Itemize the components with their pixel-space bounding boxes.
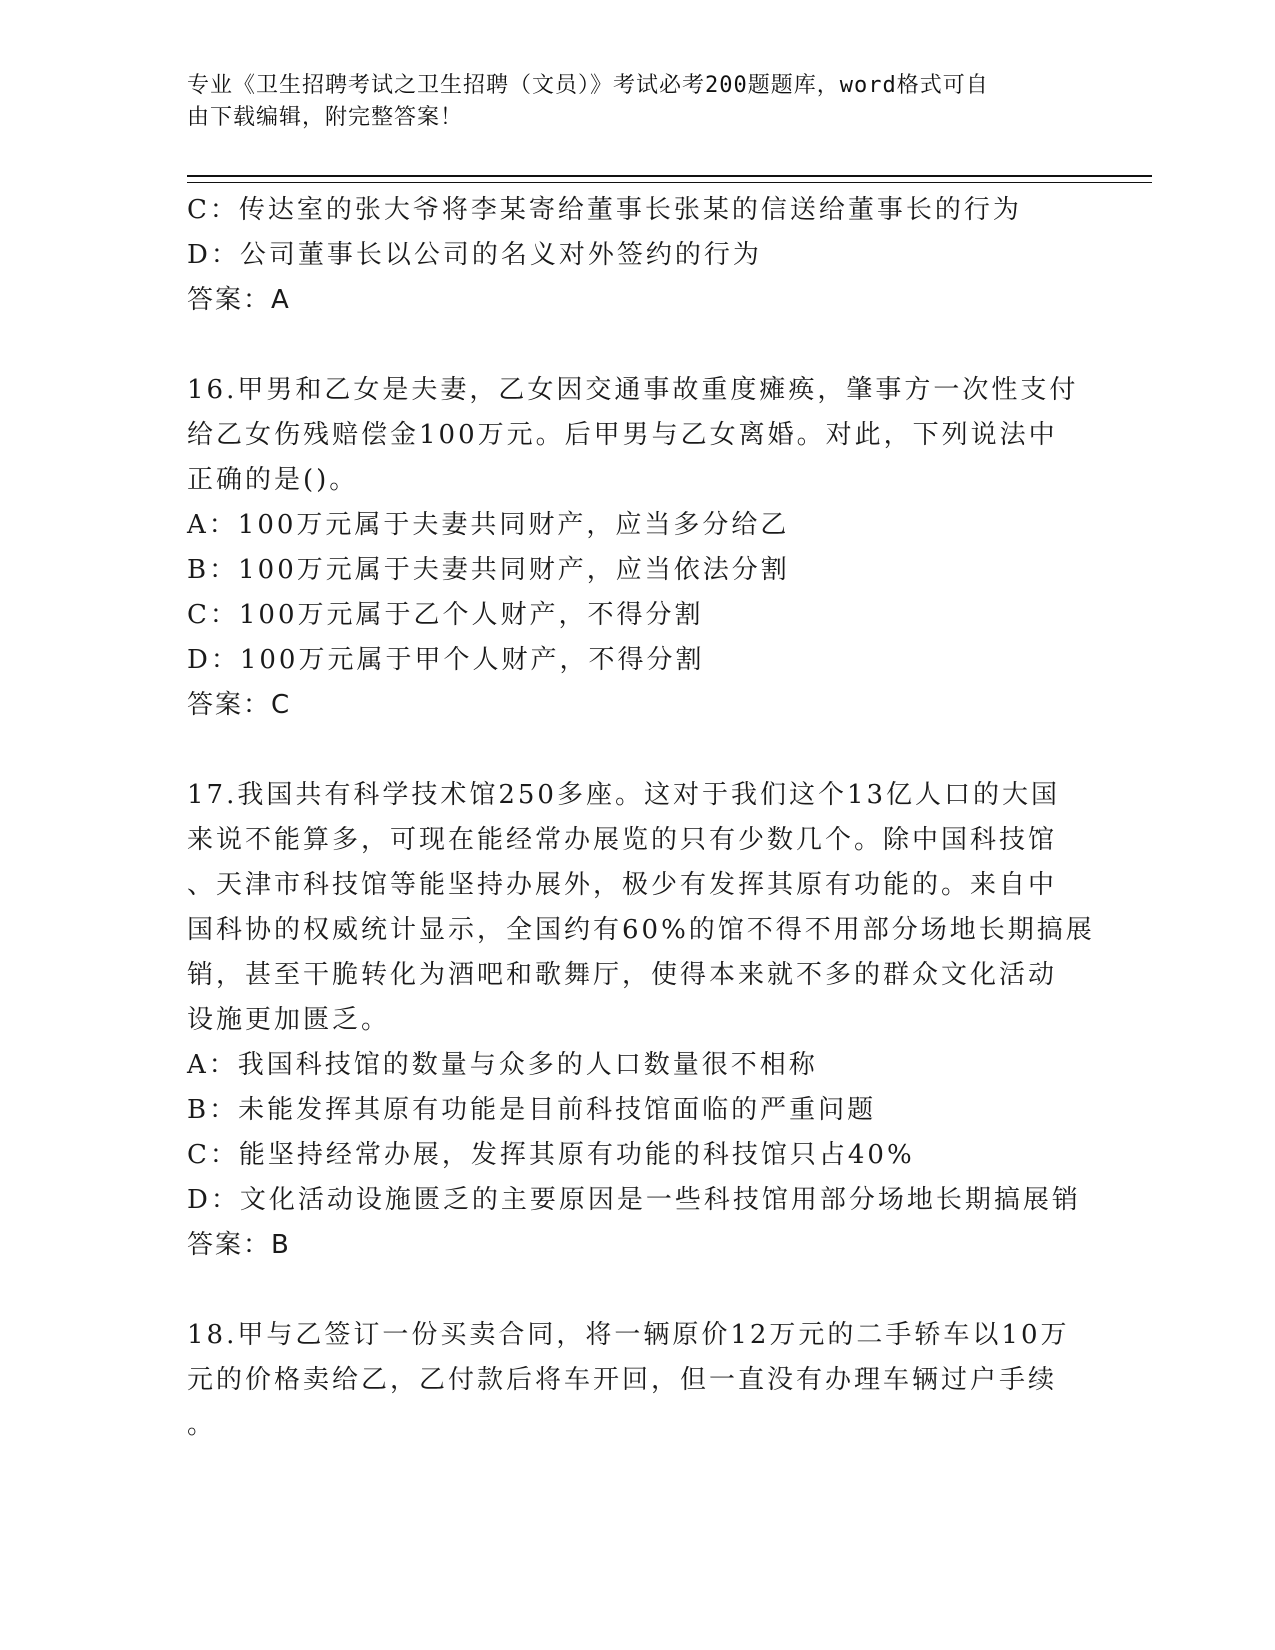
answer-line: 答案：A <box>187 285 291 315</box>
spacer <box>187 1268 1087 1313</box>
question-list <box>187 188 1095 1448</box>
document-header <box>187 70 1067 134</box>
header-line-1: 专业《卫生招聘考试之卫生招聘（文员）》考试必考200题题库，word格式可自 <box>187 73 989 98</box>
question-stem-line: 给乙女伤残赔偿金100万元。后甲男与乙女离婚。对此，下列说法中 <box>187 420 1058 450</box>
option-c: C：100万元属于乙个人财产，不得分割 <box>187 600 704 630</box>
answer-line: 答案：C <box>187 690 292 720</box>
question-stem-line: 设施更加匮乏。 <box>187 1005 391 1035</box>
header-divider-thick <box>187 175 1152 177</box>
header-line-2: 由下载编辑，附完整答案！ <box>187 105 464 130</box>
option-c: C：传达室的张大爷将李某寄给董事长张某的信送给董事长的行为 <box>187 195 1022 225</box>
option-c: C：能坚持经常办展，发挥其原有功能的科技馆只占40% <box>187 1140 915 1170</box>
question-stem-line: 16.甲男和乙女是夫妻，乙女因交通事故重度瘫痪，肇事方一次性支付 <box>187 375 1079 405</box>
question-block-17 <box>187 773 1095 1268</box>
question-block-18 <box>187 1313 1087 1448</box>
question-stem-line: 来说不能算多，可现在能经常办展览的只有少数几个。除中国科技馆 <box>187 825 1058 855</box>
option-d: D：文化活动设施匮乏的主要原因是一些科技馆用部分场地长期搞展销 <box>187 1185 1081 1215</box>
option-b: B：100万元属于夫妻共同财产，应当依法分割 <box>187 555 790 585</box>
option-a: A：我国科技馆的数量与众多的人口数量很不相称 <box>187 1050 818 1080</box>
spacer <box>187 323 1087 368</box>
option-b: B：未能发挥其原有功能是目前科技馆面临的严重问题 <box>187 1095 877 1125</box>
question-stem-line: 销，甚至干脆转化为酒吧和歌舞厅，使得本来就不多的群众文化活动 <box>187 960 1058 990</box>
option-a: A：100万元属于夫妻共同财产，应当多分给乙 <box>187 510 790 540</box>
option-d: D：100万元属于甲个人财产，不得分割 <box>187 645 705 675</box>
spacer <box>187 728 1087 773</box>
question-block-prev <box>187 188 1087 323</box>
question-block-16 <box>187 368 1087 728</box>
question-stem-line: 18.甲与乙签订一份买卖合同，将一辆原价12万元的二手轿车以10万 <box>187 1320 1070 1350</box>
question-stem-line: 17.我国共有科学技术馆250多座。这对于我们这个13亿人口的大国 <box>187 780 1061 810</box>
question-stem-line: 元的价格卖给乙，乙付款后将车开回，但一直没有办理车辆过户手续 <box>187 1365 1058 1395</box>
question-stem-line: 国科协的权威统计显示，全国约有60%的馆不得不用部分场地长期搞展 <box>187 915 1095 945</box>
header-divider-thin <box>187 182 1152 183</box>
question-stem-line: 、天津市科技馆等能坚持办展外，极少有发挥其原有功能的。来自中 <box>187 870 1058 900</box>
question-stem-line: 。 <box>187 1410 217 1440</box>
option-d: D：公司董事长以公司的名义对外签约的行为 <box>187 240 762 270</box>
answer-line: 答案：B <box>187 1230 291 1260</box>
question-stem-line: 正确的是()。 <box>187 465 359 495</box>
